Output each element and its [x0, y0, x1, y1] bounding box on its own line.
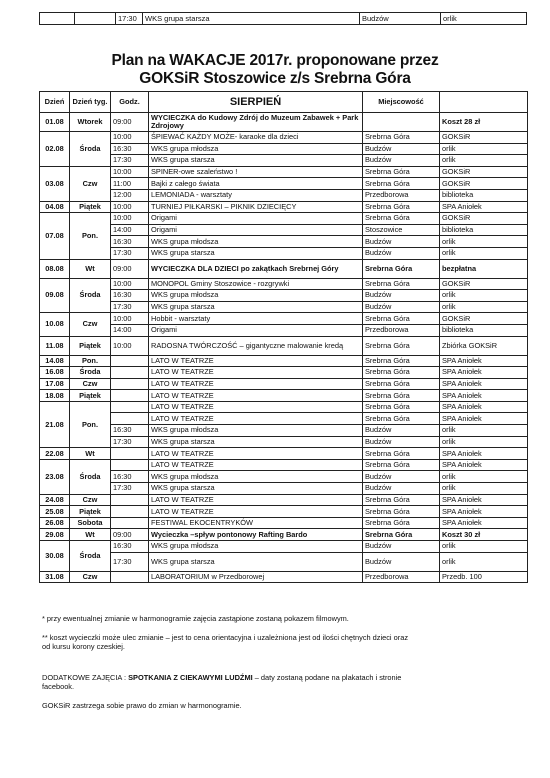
- place-cell: Budzów: [363, 552, 440, 571]
- table-row: [40, 259, 528, 278]
- date-cell: 23.08: [40, 459, 70, 494]
- weekday-cell: Wt: [70, 448, 111, 460]
- table-row: [40, 459, 528, 471]
- place-cell: Srebrna Góra: [363, 494, 440, 506]
- date-cell: 30.08: [40, 541, 70, 572]
- note-cell: biblioteka: [440, 224, 528, 236]
- event-cell: LEMONIADA - warsztaty: [149, 189, 363, 201]
- note-cell: SPA Aniołek: [440, 517, 528, 529]
- title-line-2: GOKSiR Stoszowice z/s Srebrna Góra: [139, 70, 411, 87]
- time-cell: 16:30: [111, 425, 149, 437]
- event-cell: WKS grupa starsza: [149, 247, 363, 259]
- time-cell: 10:00: [111, 201, 149, 213]
- table-row: [40, 483, 528, 495]
- time-cell: 11:00: [111, 178, 149, 190]
- event-cell: WKS grupa młodsza: [149, 471, 363, 483]
- place-cell: Budzów: [363, 483, 440, 495]
- note-cell: orlik: [440, 436, 528, 448]
- time-cell: 16:30: [111, 143, 149, 155]
- note-cell: SPA Aniołek: [440, 401, 528, 413]
- event-cell: LATO W TEATRZE: [149, 401, 363, 413]
- time-cell: 10:00: [111, 278, 149, 290]
- event-cell: Origami: [149, 324, 363, 336]
- weekday-cell: Czw: [70, 571, 111, 583]
- place-cell: Budzów: [363, 425, 440, 437]
- note-cell: SPA Aniołek: [440, 390, 528, 402]
- table-row: [40, 541, 528, 553]
- place-cell: [363, 113, 440, 132]
- note-cell: Koszt 30 zł: [440, 529, 528, 541]
- time-cell: 17:30: [111, 301, 149, 313]
- place-cell: Srebrna Góra: [363, 178, 440, 190]
- table-row: [40, 132, 528, 144]
- note-cost-continued: od kursu korony czeskiej.: [42, 642, 125, 651]
- time-cell: 17:30: [111, 436, 149, 448]
- event-cell: WKS grupa starsza: [149, 301, 363, 313]
- event-cell: WKS grupa młodsza: [149, 236, 363, 248]
- note-cell: SPA Aniołek: [440, 378, 528, 390]
- note-cell: orlik: [441, 13, 527, 25]
- place-cell: Srebrna Góra: [363, 529, 440, 541]
- date-cell: 18.08: [40, 390, 70, 402]
- note-extra: [42, 673, 522, 683]
- note-disclaimer: GOKSiR zastrzega sobie prawo do zmian w harmonogramie.: [42, 700, 242, 710]
- table-row: [40, 517, 528, 529]
- table-row: [40, 13, 527, 25]
- note-cell: SPA Aniołek: [440, 494, 528, 506]
- note-cell: orlik: [440, 155, 528, 167]
- date-cell: 21.08: [40, 401, 70, 447]
- page-title: [0, 52, 550, 88]
- note-cell: SPA Aniołek: [440, 367, 528, 379]
- event-cell: LABORATORIUM w Przedborowej: [149, 571, 363, 583]
- place-cell: Srebrna Góra: [363, 506, 440, 518]
- note-cell: GOKSiR: [440, 313, 528, 325]
- place-cell: Srebrna Góra: [363, 401, 440, 413]
- place-cell: Srebrna Góra: [363, 390, 440, 402]
- event-cell: MONOPOL Gminy Stoszowice - rozgrywki: [149, 278, 363, 290]
- event-cell: Hobbit - warsztaty: [149, 313, 363, 325]
- table-row: [40, 355, 528, 367]
- event-cell: LATO W TEATRZE: [149, 459, 363, 471]
- place-cell: Srebrna Góra: [363, 201, 440, 213]
- note-cell: SPA Aniołek: [440, 201, 528, 213]
- place-cell: Przedborowa: [363, 571, 440, 583]
- note-cell: orlik: [440, 541, 528, 553]
- note-cell: biblioteka: [440, 189, 528, 201]
- weekday-cell: Pon.: [70, 355, 111, 367]
- note-cell: orlik: [440, 301, 528, 313]
- table-row: [40, 378, 528, 390]
- time-cell: [111, 413, 149, 425]
- table-row: [40, 324, 528, 336]
- weekday-cell: Piątek: [70, 506, 111, 518]
- weekday-cell: Czw: [70, 378, 111, 390]
- event-cell: Wycieczka –spływ pontonowy Rafting Bardo: [149, 529, 363, 541]
- time-cell: [111, 390, 149, 402]
- place-cell: Srebrna Góra: [363, 132, 440, 144]
- table-row: [40, 236, 528, 248]
- table-row: [40, 448, 528, 460]
- event-cell: WKS grupa starsza: [149, 552, 363, 571]
- date-cell: 16.08: [40, 367, 70, 379]
- note-cell: orlik: [440, 425, 528, 437]
- note-extra-continued: facebook.: [42, 682, 75, 691]
- note-cell: Przedb. 100: [440, 571, 528, 583]
- table-row: [40, 201, 528, 213]
- table-row: [40, 143, 528, 155]
- event-cell: WKS grupa starsza: [149, 155, 363, 167]
- event-cell: LATO W TEATRZE: [149, 367, 363, 379]
- time-cell: [111, 494, 149, 506]
- time-cell: 17:30: [111, 552, 149, 571]
- notes-section: [42, 614, 522, 710]
- place-cell: Srebrna Góra: [363, 336, 440, 355]
- time-cell: [111, 448, 149, 460]
- note-cell: GOKSiR: [440, 278, 528, 290]
- time-cell: 16:30: [111, 471, 149, 483]
- note-cell: orlik: [440, 143, 528, 155]
- previous-page-fragment: [39, 12, 527, 25]
- table-row: [40, 413, 528, 425]
- place-cell: Srebrna Góra: [363, 459, 440, 471]
- date-cell: 25.08: [40, 506, 70, 518]
- time-cell: [111, 571, 149, 583]
- table-row: [40, 367, 528, 379]
- event-cell: LATO W TEATRZE: [149, 390, 363, 402]
- event-cell: LATO W TEATRZE: [149, 378, 363, 390]
- time-cell: [111, 517, 149, 529]
- event-cell: LATO W TEATRZE: [149, 494, 363, 506]
- weekday-cell: Wt: [70, 529, 111, 541]
- header-row: [40, 92, 528, 113]
- note-cell: SPA Aniołek: [440, 506, 528, 518]
- table-row: [40, 506, 528, 518]
- header-month: SIERPIEŃ: [149, 92, 363, 113]
- table-row: [40, 166, 528, 178]
- event-cell: WKS grupa młodsza: [149, 541, 363, 553]
- time-cell: [111, 355, 149, 367]
- date-cell: 22.08: [40, 448, 70, 460]
- time-cell: 10:00: [111, 336, 149, 355]
- weekday-cell: Środa: [70, 132, 111, 167]
- place-cell: Srebrna Góra: [363, 313, 440, 325]
- table-row: [40, 113, 528, 132]
- note-cell: GOKSiR: [440, 132, 528, 144]
- place-cell: Srebrna Góra: [363, 367, 440, 379]
- weekday-cell: Czw: [70, 494, 111, 506]
- place-cell: Budzów: [363, 155, 440, 167]
- event-cell: RADOSNA TWÓRCZOŚĆ – gigantyczne malowanie kredą: [149, 336, 363, 355]
- note-cell: SPA Aniołek: [440, 448, 528, 460]
- table-row: [40, 278, 528, 290]
- time-cell: 09:00: [111, 113, 149, 132]
- date-cell: 17.08: [40, 378, 70, 390]
- time-cell: [111, 459, 149, 471]
- place-cell: Srebrna Góra: [363, 259, 440, 278]
- schedule-body: [40, 113, 528, 583]
- event-cell: WKS grupa starsza: [149, 483, 363, 495]
- table-row: [40, 425, 528, 437]
- note-cell: orlik: [440, 552, 528, 571]
- place-cell: Srebrna Góra: [363, 213, 440, 225]
- time-cell: 10:00: [111, 132, 149, 144]
- event-cell: Bajki z całego świata: [149, 178, 363, 190]
- event-cell: Origami: [149, 224, 363, 236]
- note-extra-prefix: DODATKOWE ZAJĘCIA :: [42, 672, 129, 682]
- note-extra-highlight: SPOTKANIA Z CIEKAWYMI LUDŹMI: [128, 672, 253, 682]
- time-cell: [111, 401, 149, 413]
- event-cell: WKS grupa młodsza: [149, 425, 363, 437]
- schedule-table: [39, 91, 528, 583]
- table-row: [40, 336, 528, 355]
- place-cell: Budzów: [363, 247, 440, 259]
- date-cell: 08.08: [40, 259, 70, 278]
- place-cell: Srebrna Góra: [363, 413, 440, 425]
- date-cell: 14.08: [40, 355, 70, 367]
- weekday-cell: Czw: [70, 166, 111, 201]
- note-cell: orlik: [440, 247, 528, 259]
- date-cell: 31.08: [40, 571, 70, 583]
- table-row: [40, 552, 528, 571]
- note-cell: GOKSiR: [440, 178, 528, 190]
- note-cost: ** koszt wycieczki może ulec zmianie – jest to cena orientacyjna i uzależniona jest od ilości chętnych dzieci oraz: [42, 632, 409, 642]
- event-cell: WKS grupa młodsza: [149, 290, 363, 302]
- header-time: Godz.: [111, 92, 149, 113]
- day-cell: [75, 13, 116, 25]
- time-cell: 09:00: [111, 259, 149, 278]
- date-cell: 09.08: [40, 278, 70, 313]
- weekday-cell: Pon.: [70, 401, 111, 447]
- weekday-cell: Środa: [70, 541, 111, 572]
- table-row: [40, 494, 528, 506]
- time-cell: 12:00: [111, 189, 149, 201]
- place-cell: Budzów: [363, 541, 440, 553]
- date-cell: 26.08: [40, 517, 70, 529]
- weekday-cell: Czw: [70, 313, 111, 336]
- weekday-cell: Piątek: [70, 201, 111, 213]
- title-line-1: Plan na WAKACJE 2017r. proponowane przez: [111, 52, 439, 69]
- event-cell: TURNIEJ PIŁKARSKI – PIKNIK DZIECIĘCY: [149, 201, 363, 213]
- note-cell: biblioteka: [440, 324, 528, 336]
- date-cell: [40, 13, 75, 25]
- event-cell: WKS grupa starsza: [143, 13, 360, 25]
- event-cell: FESTIWAL EKOCENTRYKÓW: [149, 517, 363, 529]
- time-cell: [111, 506, 149, 518]
- place-cell: Srebrna Góra: [363, 355, 440, 367]
- place-cell: Budzów: [363, 143, 440, 155]
- place-cell: Budzów: [363, 436, 440, 448]
- weekday-cell: Wtorek: [70, 113, 111, 132]
- note-cell: GOKSiR: [440, 213, 528, 225]
- event-cell: WKS grupa starsza: [149, 436, 363, 448]
- time-cell: 10:00: [111, 313, 149, 325]
- time-cell: 16:30: [111, 290, 149, 302]
- note-cell: orlik: [440, 483, 528, 495]
- table-row: [40, 571, 528, 583]
- time-cell: 09:00: [111, 529, 149, 541]
- event-cell: LATO W TEATRZE: [149, 355, 363, 367]
- event-cell: SPINER-owe szaleństwo !: [149, 166, 363, 178]
- table-row: [40, 529, 528, 541]
- table-row: [40, 436, 528, 448]
- place-cell: Przedborowa: [363, 324, 440, 336]
- place-cell: Przedborowa: [363, 189, 440, 201]
- time-cell: 10:00: [111, 213, 149, 225]
- place-cell: Budzów: [363, 290, 440, 302]
- table-row: [40, 471, 528, 483]
- time-cell: 14:00: [111, 224, 149, 236]
- time-cell: 16:30: [111, 541, 149, 553]
- event-cell: LATO W TEATRZE: [149, 448, 363, 460]
- note-extra-suffix: – daty zostaną podane na plakatach i stronie: [252, 672, 402, 682]
- place-cell: Srebrna Góra: [363, 278, 440, 290]
- date-cell: 01.08: [40, 113, 70, 132]
- weekday-cell: Piątek: [70, 336, 111, 355]
- event-cell: WYCIECZKA DLA DZIECI po zakątkach Srebrnej Góry: [149, 259, 363, 278]
- time-cell: [111, 378, 149, 390]
- table-row: [40, 313, 528, 325]
- place-cell: Srebrna Góra: [363, 166, 440, 178]
- time-cell: 10:00: [111, 166, 149, 178]
- note-cell: Zbiórka GOKSiR: [440, 336, 528, 355]
- weekday-cell: Wt: [70, 259, 111, 278]
- event-cell: Origami: [149, 213, 363, 225]
- date-cell: 11.08: [40, 336, 70, 355]
- place-cell: Srebrna Góra: [363, 448, 440, 460]
- date-cell: 04.08: [40, 201, 70, 213]
- date-cell: 07.08: [40, 213, 70, 259]
- event-cell: WKS grupa młodsza: [149, 143, 363, 155]
- time-cell: 17:30: [111, 155, 149, 167]
- table-row: [40, 213, 528, 225]
- header-day: Dzień tyg.: [70, 92, 111, 113]
- note-cell: SPA Aniołek: [440, 459, 528, 471]
- table-row: [40, 301, 528, 313]
- table-row: [40, 390, 528, 402]
- time-cell: 14:00: [111, 324, 149, 336]
- place-cell: Budzów: [363, 301, 440, 313]
- table-row: [40, 224, 528, 236]
- note-cell: bezpłatna: [440, 259, 528, 278]
- weekday-cell: Środa: [70, 367, 111, 379]
- header-place: Miejscowość: [363, 92, 440, 113]
- table-row: [40, 247, 528, 259]
- note-cell: orlik: [440, 290, 528, 302]
- table-row: [40, 155, 528, 167]
- weekday-cell: Środa: [70, 459, 111, 494]
- place-cell: Srebrna Góra: [363, 517, 440, 529]
- note-cell: SPA Aniołek: [440, 355, 528, 367]
- time-cell: 17:30: [116, 13, 143, 25]
- note-cell: GOKSiR: [440, 166, 528, 178]
- table-row: [40, 290, 528, 302]
- place-cell: Budzów: [363, 471, 440, 483]
- event-cell: LATO W TEATRZE: [149, 413, 363, 425]
- weekday-cell: Sobota: [70, 517, 111, 529]
- place-cell: Budzów: [363, 236, 440, 248]
- date-cell: 03.08: [40, 166, 70, 201]
- weekday-cell: Pon.: [70, 213, 111, 259]
- date-cell: 02.08: [40, 132, 70, 167]
- place-cell: Budzów: [360, 13, 441, 25]
- place-cell: Stoszowice: [363, 224, 440, 236]
- event-cell: LATO W TEATRZE: [149, 506, 363, 518]
- note-cell: orlik: [440, 471, 528, 483]
- event-cell: WYCIECZKA do Kudowy Zdrój do Muzeum Zabawek + Park Zdrojowy: [149, 113, 363, 132]
- weekday-cell: Piątek: [70, 390, 111, 402]
- header-date: Dzień: [40, 92, 70, 113]
- time-cell: [111, 367, 149, 379]
- note-cell: orlik: [440, 236, 528, 248]
- table-row: [40, 189, 528, 201]
- time-cell: 17:30: [111, 247, 149, 259]
- time-cell: 17:30: [111, 483, 149, 495]
- event-cell: ŚPIEWAĆ KAŻDY MOŻE- karaoke dla dzieci: [149, 132, 363, 144]
- time-cell: 16:30: [111, 236, 149, 248]
- place-cell: Srebrna Góra: [363, 378, 440, 390]
- weekday-cell: Środa: [70, 278, 111, 313]
- header-note: [440, 92, 528, 113]
- date-cell: 29.08: [40, 529, 70, 541]
- date-cell: 24.08: [40, 494, 70, 506]
- date-cell: 10.08: [40, 313, 70, 336]
- note-cell: SPA Aniołek: [440, 413, 528, 425]
- note-cell: Koszt 28 zł: [440, 113, 528, 132]
- table-row: [40, 178, 528, 190]
- table-row: [40, 401, 528, 413]
- note-film: * przy ewentualnej zmianie w harmonogramie zajęcia zastąpione zostaną pokazem filmowym.: [42, 614, 349, 623]
